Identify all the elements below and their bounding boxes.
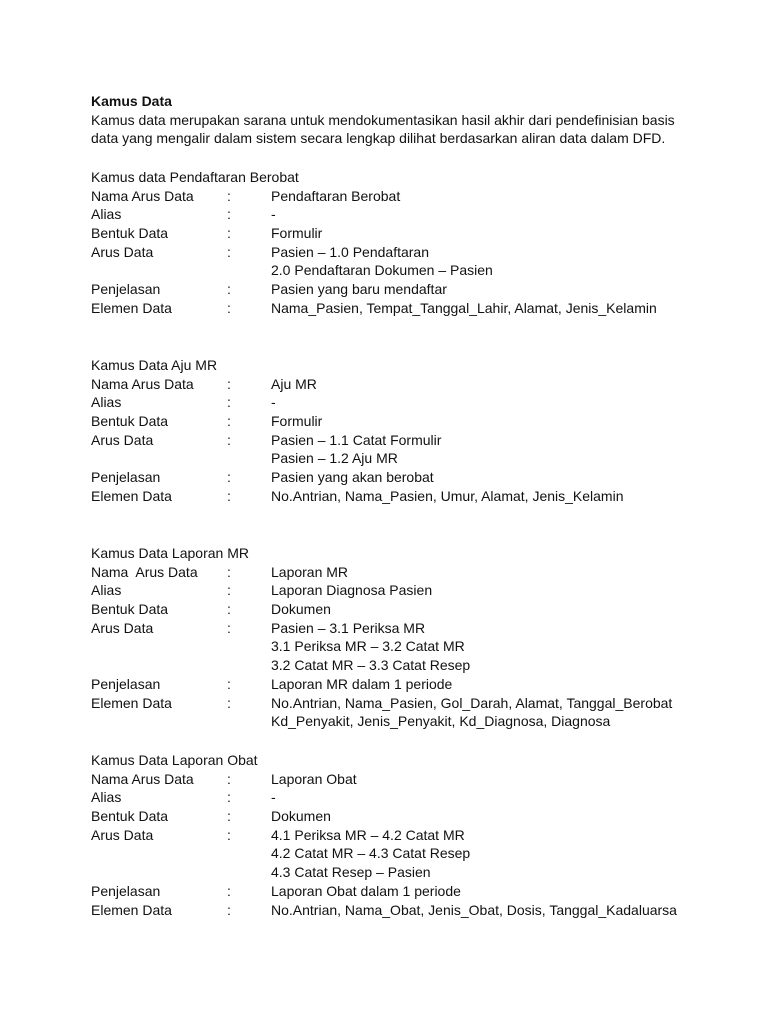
field-separator: :: [227, 770, 231, 787]
field-value: Pasien yang akan berobat: [271, 469, 434, 486]
field-label: Arus Data: [91, 826, 154, 843]
field-label: Elemen Data: [91, 901, 172, 918]
field-values: [271, 487, 751, 506]
field-values: [271, 807, 751, 826]
field-row: [91, 487, 751, 506]
field-separator: :: [227, 469, 231, 486]
field-label: Nama Arus Data: [91, 770, 194, 787]
field-values: [271, 224, 751, 243]
field-values: [271, 770, 751, 789]
field-values: [271, 205, 751, 224]
field-separator: :: [227, 601, 231, 618]
field-row: [91, 619, 751, 675]
field-value: 2.0 Pendaftaran Dokumen – Pasien: [271, 262, 493, 279]
field-row: [91, 375, 751, 394]
section-title: Kamus Data Laporan MR: [91, 545, 249, 561]
field-row: [91, 393, 751, 412]
document-title: Kamus Data: [91, 93, 172, 109]
kamus-section: [91, 168, 751, 318]
field-row: [91, 770, 751, 789]
field-values: [271, 299, 751, 318]
field-value: Formulir: [271, 225, 323, 242]
field-row: [91, 563, 751, 582]
kamus-section: [91, 751, 751, 919]
field-values: [271, 375, 751, 394]
field-separator: :: [227, 243, 231, 260]
field-label: Arus Data: [91, 619, 154, 636]
field-separator: :: [227, 413, 231, 430]
field-label: Arus Data: [91, 431, 154, 448]
field-value: -: [271, 206, 276, 223]
field-values: [271, 412, 751, 431]
field-values: [271, 431, 751, 468]
field-row: [91, 280, 751, 299]
field-value: Pasien – 1.2 Aju MR: [271, 450, 398, 467]
field-label: Elemen Data: [91, 299, 172, 316]
field-value: Dokumen: [271, 601, 331, 618]
field-values: [271, 826, 751, 882]
field-value: No.Antrian, Nama_Pasien, Umur, Alamat, Jenis_Kelamin: [271, 487, 624, 504]
field-row: [91, 468, 751, 487]
field-value: -: [271, 789, 276, 806]
field-row: [91, 694, 751, 731]
field-values: [271, 187, 751, 206]
field-values: [271, 619, 751, 675]
kamus-section: [91, 356, 751, 506]
field-values: [271, 788, 751, 807]
intro-paragraph: [91, 111, 751, 148]
field-label: Elemen Data: [91, 487, 172, 504]
field-value: Laporan Diagnosa Pasien: [271, 582, 433, 599]
field-value: Pendaftaran Berobat: [271, 187, 401, 204]
field-separator: :: [227, 225, 231, 242]
field-row: [91, 243, 751, 280]
field-separator: :: [227, 882, 231, 899]
field-label: Bentuk Data: [91, 225, 169, 242]
field-label: Bentuk Data: [91, 601, 169, 618]
field-value: 4.3 Catat Resep – Pasien: [271, 864, 431, 881]
field-separator: :: [227, 431, 231, 448]
field-values: [271, 468, 751, 487]
field-row: [91, 788, 751, 807]
section-title: Kamus Data Laporan Obat: [91, 752, 258, 768]
field-label: Penjelasan: [91, 281, 161, 298]
section-title: Kamus Data Aju MR: [91, 357, 218, 373]
field-row: [91, 224, 751, 243]
field-row: [91, 826, 751, 882]
field-row: [91, 807, 751, 826]
field-separator: :: [227, 563, 231, 580]
field-row: [91, 675, 751, 694]
field-separator: :: [227, 487, 231, 504]
field-row: [91, 600, 751, 619]
field-row: [91, 901, 751, 920]
field-values: [271, 243, 751, 280]
field-label: Penjelasan: [91, 675, 161, 692]
field-values: [271, 675, 751, 694]
section-title: Kamus data Pendaftaran Berobat: [91, 169, 299, 185]
intro-line: Kamus data merupakan sarana untuk mendokumentasikan hasil akhir dari pendefinisian basis: [91, 111, 675, 128]
field-label: Penjelasan: [91, 882, 161, 899]
field-label: Alias: [91, 394, 122, 411]
field-row: [91, 299, 751, 318]
field-value: Formulir: [271, 413, 323, 430]
field-values: [271, 600, 751, 619]
field-row: [91, 882, 751, 901]
field-label: Bentuk Data: [91, 413, 169, 430]
field-value: Kd_Penyakit, Jenis_Penyakit, Kd_Diagnosa, Diagnosa: [271, 713, 611, 730]
field-values: [271, 563, 751, 582]
field-value: No.Antrian, Nama_Pasien, Gol_Darah, Alamat, Tanggal_Berobat: [271, 694, 673, 711]
field-value: Pasien – 1.1 Catat Formulir: [271, 431, 442, 448]
field-separator: :: [227, 675, 231, 692]
field-separator: :: [227, 394, 231, 411]
field-value: Aju MR: [271, 375, 317, 392]
field-values: [271, 694, 751, 731]
field-separator: :: [227, 694, 231, 711]
field-label: Alias: [91, 206, 122, 223]
field-separator: :: [227, 187, 231, 204]
field-values: [271, 882, 751, 901]
field-separator: :: [227, 582, 231, 599]
document-page: [91, 92, 751, 918]
field-value: Nama_Pasien, Tempat_Tanggal_Lahir, Alamat, Jenis_Kelamin: [271, 299, 657, 316]
field-separator: :: [227, 619, 231, 636]
field-values: [271, 280, 751, 299]
field-value: Pasien yang baru mendaftar: [271, 281, 447, 298]
field-label: Alias: [91, 789, 122, 806]
field-values: [271, 581, 751, 600]
field-separator: :: [227, 206, 231, 223]
field-separator: :: [227, 375, 231, 392]
field-value: 3.1 Periksa MR – 3.2 Catat MR: [271, 638, 465, 655]
field-separator: :: [227, 789, 231, 806]
field-value: 3.2 Catat MR – 3.3 Catat Resep: [271, 657, 471, 674]
field-label: Nama Arus Data: [91, 187, 194, 204]
field-row: [91, 412, 751, 431]
field-value: Pasien – 1.0 Pendaftaran: [271, 243, 430, 260]
field-separator: :: [227, 299, 231, 316]
field-value: No.Antrian, Nama_Obat, Jenis_Obat, Dosis, Tanggal_Kadaluarsa: [271, 901, 677, 918]
field-value: Dokumen: [271, 808, 331, 825]
field-label: Arus Data: [91, 243, 154, 260]
field-value: Pasien – 3.1 Periksa MR: [271, 619, 426, 636]
field-label: Alias: [91, 582, 122, 599]
field-separator: :: [227, 281, 231, 298]
field-value: Laporan MR: [271, 563, 349, 580]
field-value: -: [271, 394, 276, 411]
field-row: [91, 187, 751, 206]
field-values: [271, 901, 751, 920]
field-value: 4.1 Periksa MR – 4.2 Catat MR: [271, 826, 465, 843]
intro-line: data yang mengalir dalam sistem secara lengkap dilihat berdasarkan aliran data dalam DFD.: [91, 130, 666, 147]
field-value: 4.2 Catat MR – 4.3 Catat Resep: [271, 845, 471, 862]
kamus-section: [91, 544, 751, 731]
field-row: [91, 431, 751, 468]
field-row: [91, 205, 751, 224]
field-value: Laporan MR dalam 1 periode: [271, 675, 453, 692]
field-label: Nama Arus Data: [91, 563, 198, 580]
field-separator: :: [227, 826, 231, 843]
field-value: Laporan Obat dalam 1 periode: [271, 882, 461, 899]
field-separator: :: [227, 901, 231, 918]
field-separator: :: [227, 808, 231, 825]
field-label: Nama Arus Data: [91, 375, 194, 392]
field-label: Elemen Data: [91, 694, 172, 711]
field-row: [91, 581, 751, 600]
field-values: [271, 393, 751, 412]
field-label: Bentuk Data: [91, 808, 169, 825]
field-label: Penjelasan: [91, 469, 161, 486]
field-value: Laporan Obat: [271, 770, 357, 787]
